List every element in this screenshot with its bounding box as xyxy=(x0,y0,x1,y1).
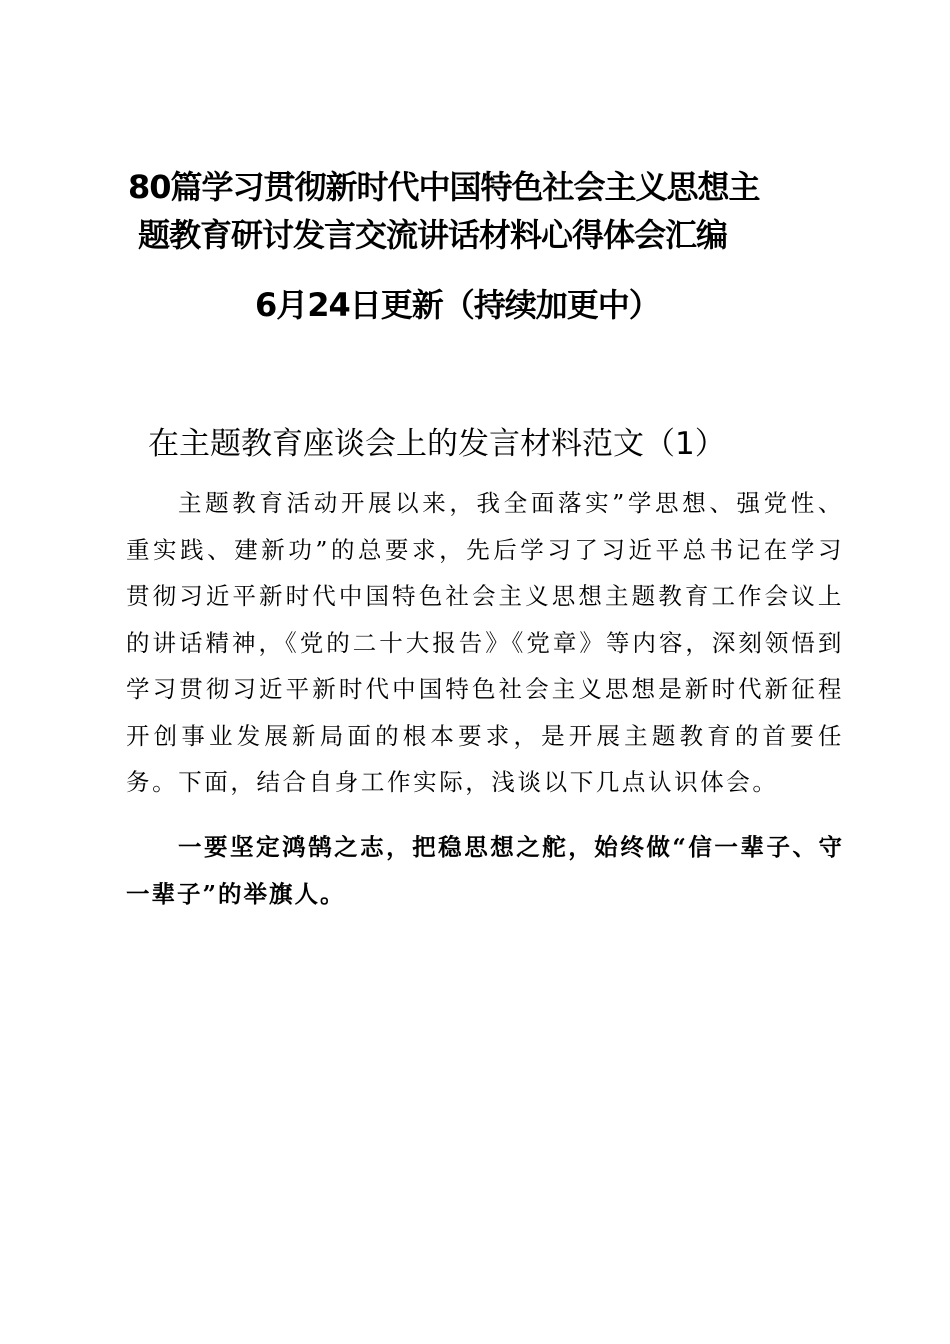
document-title-line-2: 题教育研讨发言交流讲话材料心得体会汇编 xyxy=(138,216,728,254)
body-paragraph-intro: 主题教育活动开展以来，我全面落实”学思想、强党性、重实践、建新功”的总要求，先后学习了习近平总书记在学习贯彻习近平新时代中国特色社会主义思想主题教育工作会议上的讲话精神，《党的二十大报告》《党章》等内容，深刻领悟到学习贯彻习近平新时代中国特色社会主义思想是新时代新征程开创事业发展新局面的根本要求，是开展主题教育的首要任务。下面，结合自身工作实际，浅谈以下几点认识体会。 xyxy=(126,489,844,796)
section-heading: 在主题教育座谈会上的发言材料范文（1） xyxy=(148,426,726,462)
body-paragraph-point-1: 一要坚定鸿鹄之志，把稳思想之舵，始终做“信一辈子、守一辈子”的举旗人。 xyxy=(126,833,844,908)
document-title-line-1: 80篇学习贯彻新时代中国特色社会主义思想主 xyxy=(128,168,760,206)
document-update-note: 6月24日更新（持续加更中） xyxy=(255,286,660,324)
